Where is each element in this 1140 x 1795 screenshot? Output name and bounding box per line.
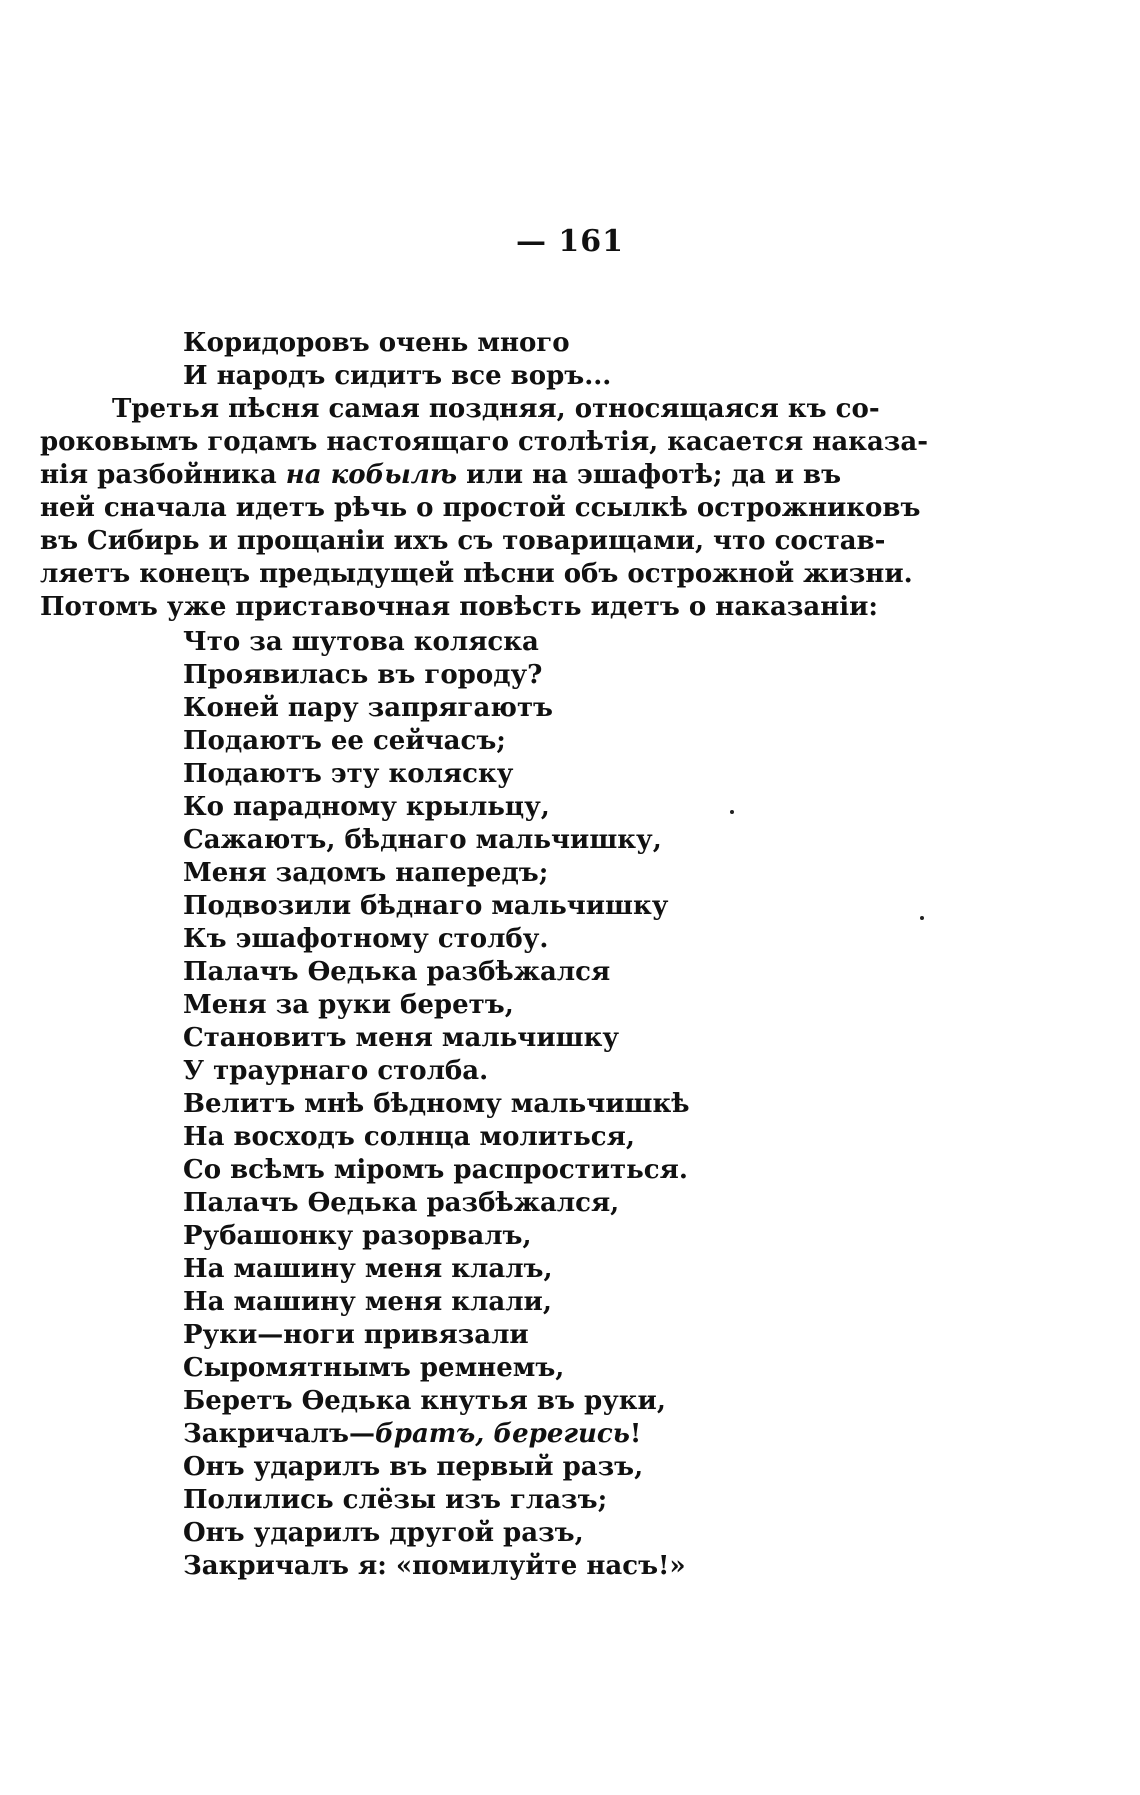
verse-line: Подаютъ ее сейчасъ;	[183, 726, 506, 756]
verse-line: На машину меня клалъ,	[183, 1254, 553, 1284]
prose-paragraph	[40, 393, 929, 624]
verse-line: Закричалъ я: «помилуйте насъ!»	[183, 1551, 686, 1581]
verse-line: Подвозили бѣднаго мальчишку	[183, 891, 669, 921]
verse-line: Онъ ударилъ въ первый разъ,	[183, 1452, 644, 1482]
verse-line: Что за шутова коляска	[183, 627, 539, 657]
verse-line: Подаютъ эту коляску	[183, 759, 514, 789]
verse-line: Полились слёзы изъ глазъ;	[183, 1485, 608, 1515]
verse-line: Беретъ Ѳедька кнутья въ руки,	[183, 1386, 666, 1416]
verse-line: Сажаютъ, бѣднаго мальчишку,	[183, 825, 662, 855]
prose-line: Потомъ уже приставочная повѣсть идетъ о наказаніи:	[40, 592, 879, 622]
verse-line: Палачъ Ѳедька разбѣжался,	[183, 1188, 620, 1218]
prose-line	[40, 459, 842, 492]
verse-line: Сыромятнымъ ремнемъ,	[183, 1353, 565, 1383]
verse-line: Онъ ударилъ другой разъ,	[183, 1518, 584, 1548]
verse-fragment	[183, 327, 611, 393]
verse-line: Меня задомъ напередъ;	[183, 858, 549, 888]
verse-line: И народъ сидитъ все воръ...	[183, 361, 612, 391]
prose-line: роковымъ годамъ настоящаго столѣтія, касается наказа-	[40, 427, 929, 457]
italic-phrase: братъ, берегись	[375, 1419, 630, 1449]
verse-line: Проявилась въ городу?	[183, 660, 543, 690]
text-fragment: !	[629, 1419, 642, 1449]
verse-line: На машину меня клали,	[183, 1287, 552, 1317]
print-speck	[730, 810, 734, 814]
verse-line: Руки—ноги привязали	[183, 1320, 529, 1350]
verse-line: Рубашонку разорвалъ,	[183, 1221, 532, 1251]
verse-line: Меня за руки беретъ,	[183, 990, 514, 1020]
text-fragment: или на эшафотѣ; да и въ	[457, 460, 842, 490]
verse-line: Къ эшафотному столбу.	[183, 924, 549, 954]
song-verse	[183, 626, 690, 1583]
prose-line: ляетъ конецъ предыдущей пѣсни объ острожной жизни.	[40, 559, 913, 589]
text-fragment: Закричалъ—	[183, 1419, 375, 1449]
verse-line: Становитъ меня мальчишку	[183, 1023, 619, 1053]
print-speck	[920, 916, 924, 920]
italic-phrase: на кобылѣ	[285, 460, 458, 490]
verse-line: Велитъ мнѣ бѣдному мальчишкѣ	[183, 1089, 690, 1119]
prose-line: въ Сибирь и прощаніи ихъ съ товарищами, что состав-	[40, 526, 886, 556]
verse-line: Коней пару запрягаютъ	[183, 693, 554, 723]
verse-line: Со всѣмъ міромъ распроститься.	[183, 1155, 688, 1185]
prose-line: ней сначала идетъ рѣчь о простой ссылкѣ острожниковъ	[40, 493, 921, 523]
verse-line: Ко парадному крыльцу,	[183, 792, 550, 822]
prose-line: Третья пѣсня самая поздняя, относящаяся къ со-	[112, 394, 880, 424]
page-number: — 161	[515, 224, 625, 259]
verse-line: Палачъ Ѳедька разбѣжался	[183, 957, 611, 987]
verse-line	[183, 1418, 690, 1451]
verse-line: На восходъ солнца молиться,	[183, 1122, 635, 1152]
verse-line: Коридоровъ очень много	[183, 328, 570, 358]
verse-line: У траурнаго столба.	[183, 1056, 489, 1086]
text-fragment: нія разбойника	[40, 460, 286, 490]
